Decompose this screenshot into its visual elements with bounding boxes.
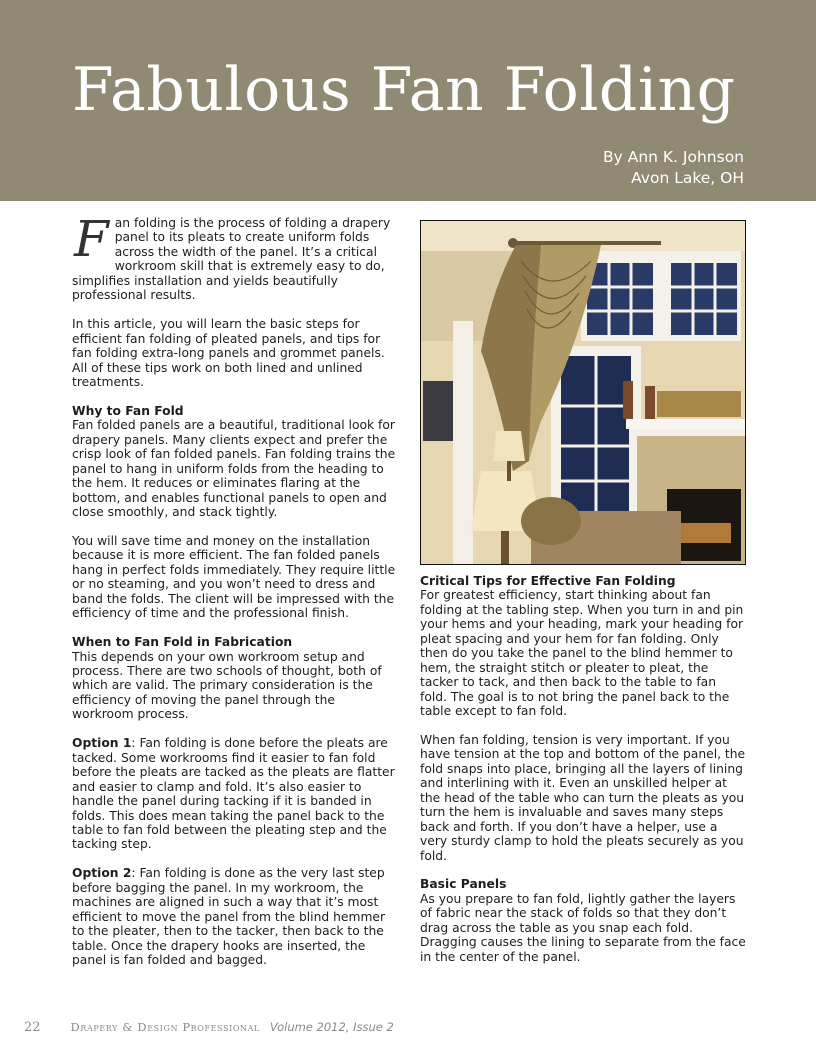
- critical-tips-paragraph-2: When fan folding, tension is very important. If you have tension at the top and bottom of the panel, the fold snaps into place, bringing all the layers of lining and interlining with it. Even an unskilled helper at the head of the table who can turn the pleats as you turn the hem is invaluable and saves many steps back and forth. If you don’t have a helper, use a very sturdy clamp to hold the pleats securely as you fold.: [420, 732, 746, 863]
- basic-panels-paragraph: As you prepare to fan fold, lightly gather the layers of fabric near the stack of folds so that they don’t drag across the table as you snap each fold. Dragging causes the lining to separate from the face in the center of the panel.: [420, 891, 746, 964]
- page-number: 22: [24, 1020, 41, 1035]
- left-column: [72, 210, 398, 982]
- intro-paragraph: [72, 210, 398, 303]
- issue-label: Volume 2012, Issue 2: [269, 1020, 394, 1034]
- option-2-paragraph: [72, 866, 398, 967]
- when-heading: When to Fan Fold in Fabrication: [72, 635, 293, 650]
- author-location: Avon Lake, OH: [631, 169, 744, 187]
- option-2-text: : Fan folding is done as the very last step before bagging the panel. In my workroom, the machines are aligned in such a way that it’s most efficient to move the panel from the blind hemmer to the pleater, then to the tacker, then back to the table. Once the drapery hooks are inserted, the panel is fan folded and bagged.: [72, 866, 386, 968]
- basic-panels-heading: Basic Panels: [420, 877, 507, 892]
- right-column: [420, 574, 746, 979]
- critical-tips-heading: Critical Tips for Effective Fan Folding: [420, 574, 676, 588]
- drop-cap: F: [74, 210, 109, 268]
- drapery-photo: [420, 220, 746, 565]
- page-footer: [24, 1020, 394, 1035]
- option-1-label: Option 1: [72, 736, 132, 751]
- intro-text: an folding is the process of folding a drapery panel to its pleats to create uniform folds across the width of the panel. It’s a critical workroom skill that is extremely easy to do, simplifies installation and yields beautifully professional results.: [72, 216, 391, 303]
- why-paragraph-1: Fan folded panels are a beautiful, traditional look for drapery panels. Many clients expect and prefer the crisp look of fan folded panels. Fan folding trains the panel to hang in uniform folds from the heading to the hem. It reduces or eliminates flaring at the bottom, and enables functional panels to open and close smoothly, and stack tightly.: [72, 418, 396, 520]
- option-1-paragraph: [72, 736, 398, 852]
- byline: [603, 147, 744, 189]
- header-banner: [0, 0, 816, 201]
- author: By Ann K. Johnson: [602, 148, 744, 166]
- drapery-photo-illustration: [421, 221, 745, 564]
- publication-name: Drapery & Design Professional: [70, 1020, 260, 1034]
- when-paragraph: This depends on your own workroom setup and process. There are two schools of thought, both of which are valid. The primary consideration is the efficiency of moving the panel through the workroom process.: [72, 649, 382, 722]
- option-1-text: : Fan folding is done before the pleats are tacked. Some workrooms find it easier to fan fold before the pleats are tacked as the pleats are flatter and easier to clamp and fold. It’s also easier to handle the panel during tacking if it is banded in folds. This does mean taking the panel back to the table to fan fold between the pleating step and the tacking step.: [72, 736, 395, 852]
- intro-paragraph-2: In this article, you will learn the basic steps for efficient fan folding of pleated panels, and tips for fan folding extra-long panels and grommet panels. All of these tips work on both lined and unlined treatments.: [72, 317, 385, 389]
- why-paragraph-2: You will save time and money on the installation because it is more efficient. The fan folded panels hang in perfect folds immediately. They require little or no steaming, and you won’t need to dress and band the folds. The client will be impressed with the efficiency of time and the professional finish.: [72, 533, 396, 621]
- critical-tips-paragraph-1: For greatest efficiency, start thinking about fan folding at the tabling step. When you turn in and pin your hems and your heading, mark your heading for pleat spacing and your hem for fan folding. Only then do you take the panel to the blind hemmer to hem, the straight stitch or pleater to pleat, the tacker to tack, and then back to the table to fan fold. The goal is to not bring the panel back to the table except to fan fold.: [420, 588, 744, 719]
- why-heading: Why to Fan Fold: [72, 403, 184, 418]
- option-2-label: Option 2: [72, 866, 132, 881]
- article-title: Fabulous Fan Folding: [72, 55, 736, 125]
